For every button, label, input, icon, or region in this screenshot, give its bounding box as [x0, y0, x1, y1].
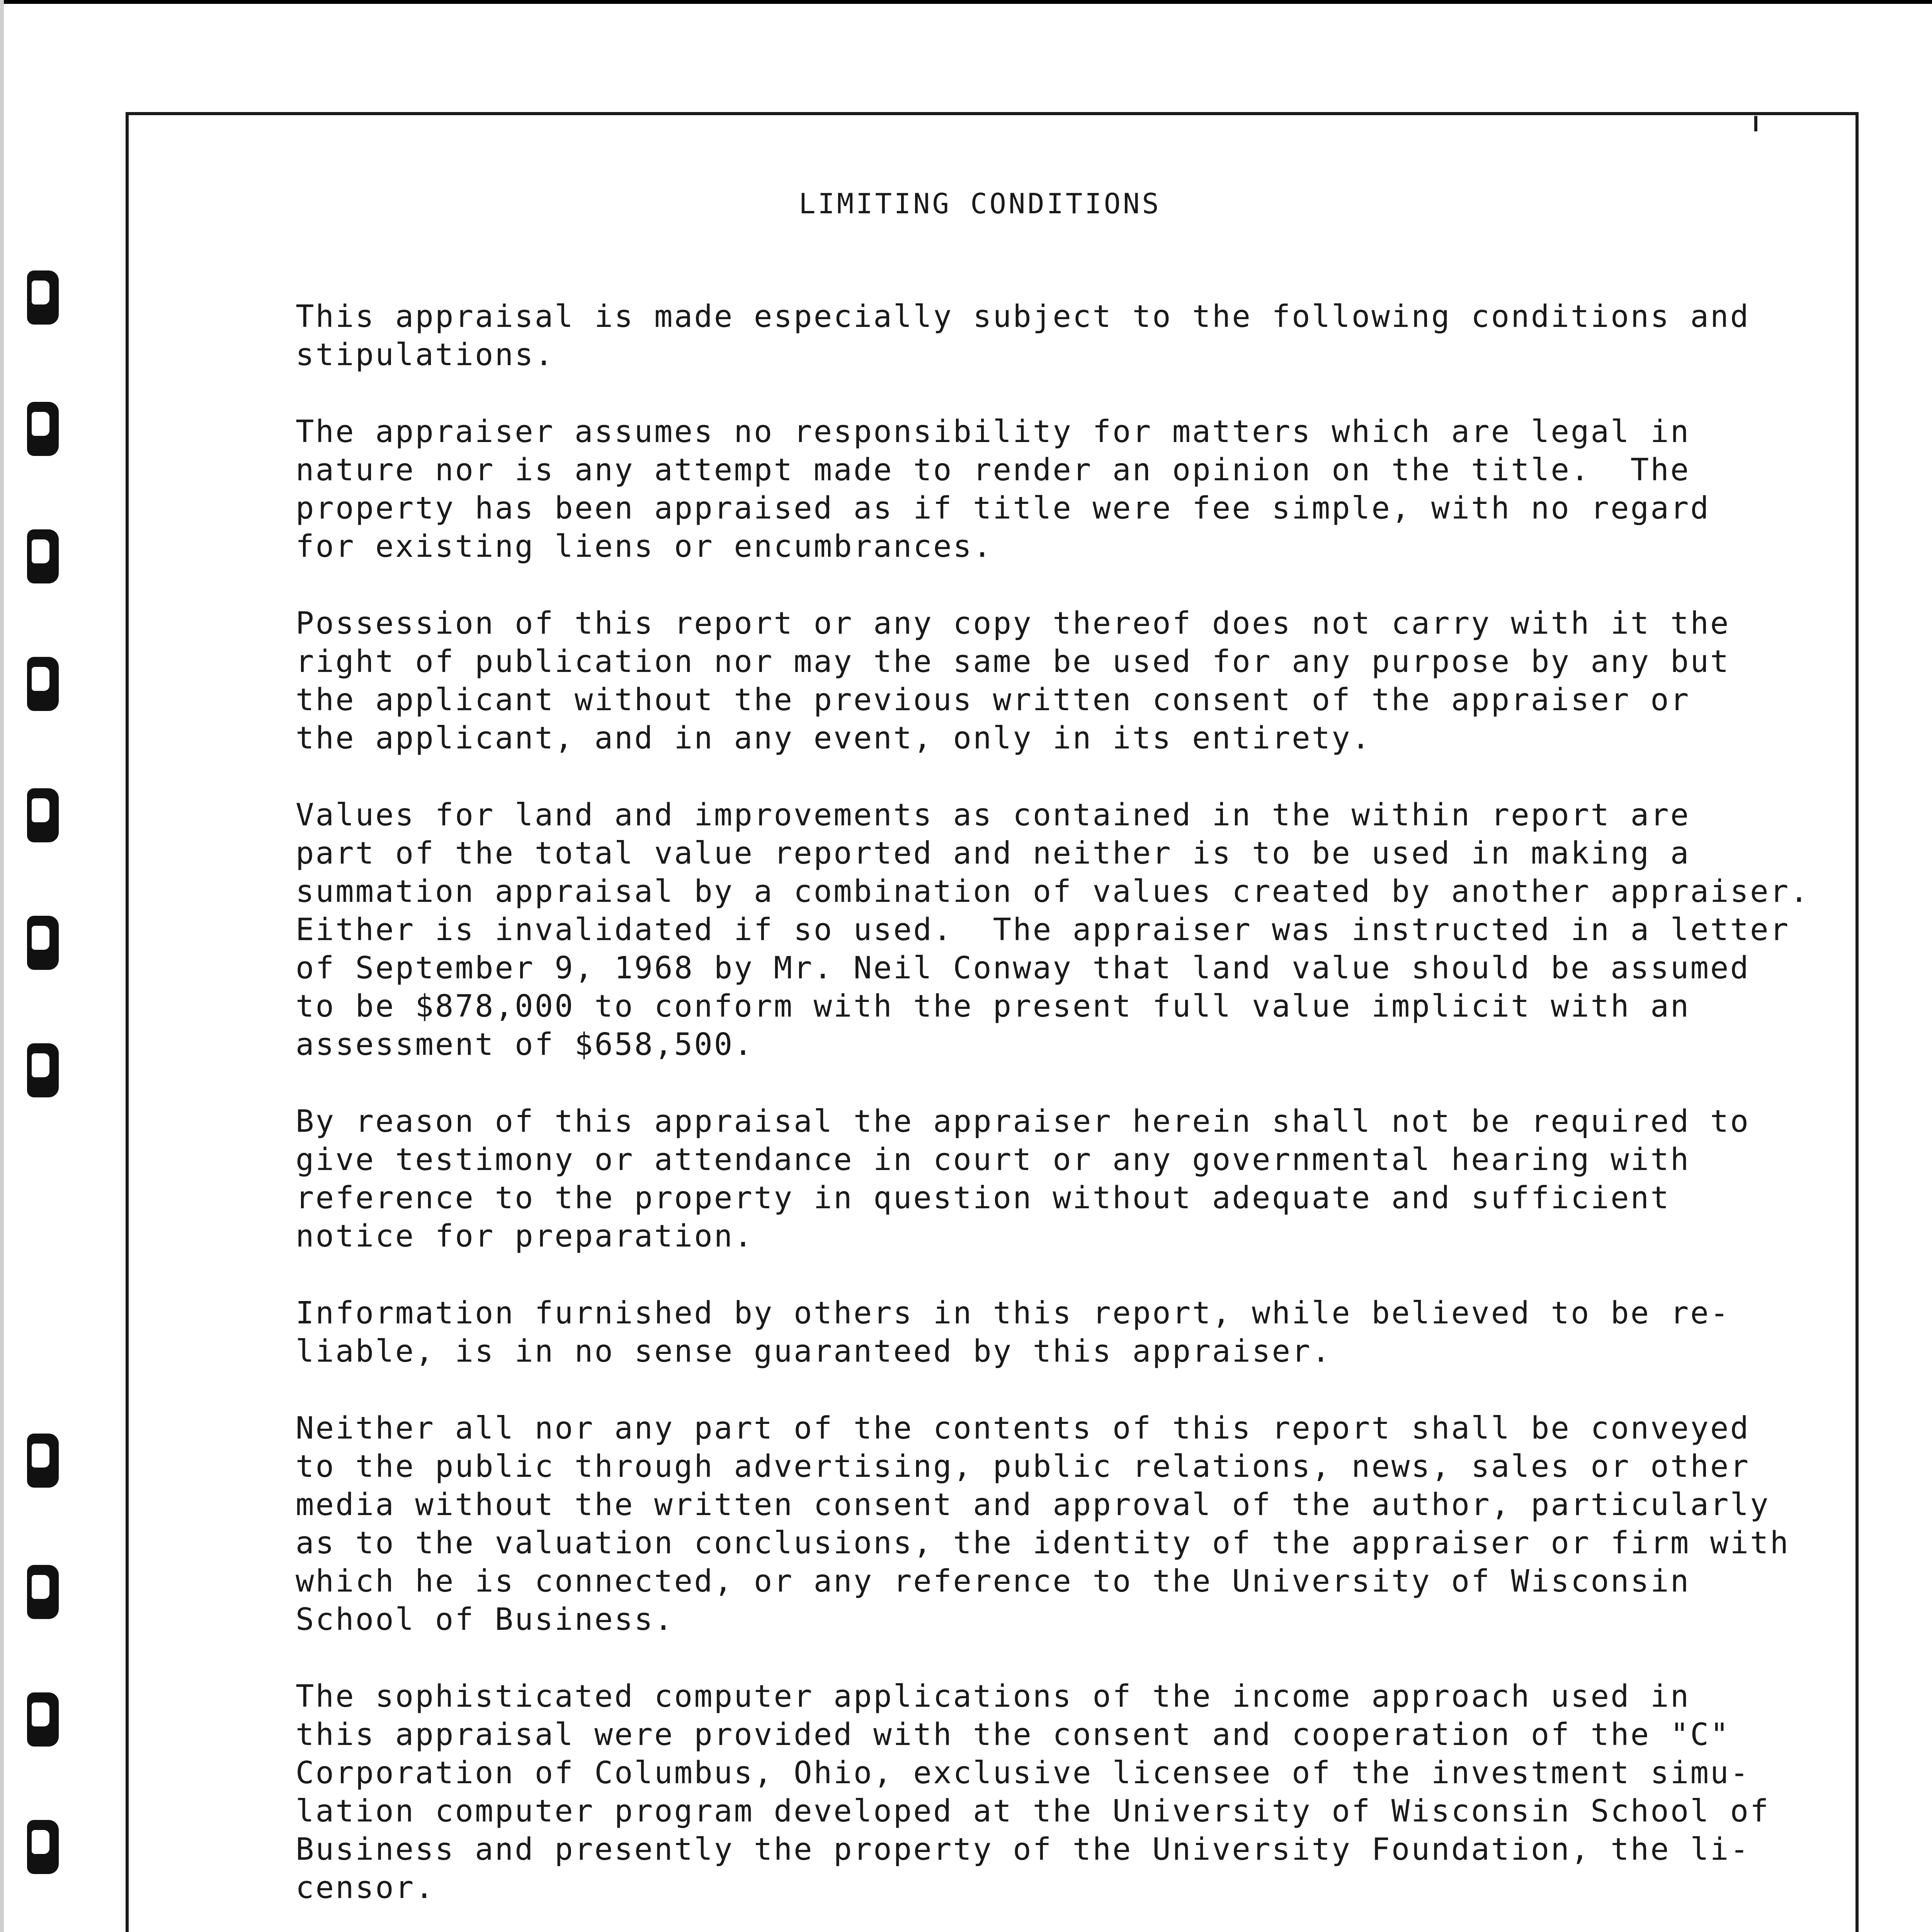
binder-hole	[27, 1692, 59, 1747]
paragraph-computer-applications: The sophisticated computer applications of the income approach used in this appraisal were provided with the consent and cooperation of the "C" Corporation of Columbus, Ohio, exclusive licensee of the investment simu- lation computer program developed at the University of Wisconsin School of Business and presently the property of the University Foundation, the li- censor.	[296, 1679, 1770, 1905]
paragraph-publication-rights: Possession of this report or any copy thereof does not carry with it the right of publication nor may the same be used for any purpose by any but the applicant without the previous written consent of the appraiser or the applicant, and in any event, only in its entirety.	[296, 605, 1730, 756]
binder-hole	[27, 788, 59, 842]
page-left-edge	[0, 0, 4, 1932]
binder-hole	[27, 529, 59, 583]
paragraph-intro: This appraisal is made especially subject to the following conditions and stipulations.	[296, 299, 1750, 372]
binder-hole	[27, 916, 59, 970]
binder-hole	[27, 1820, 59, 1874]
page-top-edge	[0, 0, 1932, 4]
frame-corner-tick	[1754, 116, 1757, 131]
binder-hole	[27, 1434, 59, 1488]
paragraph-land-values: Values for land and improvements as contained in the within report are part of the total value reported and neither is to be used in making a summation appraisal by a combination of values created by another appraiser. Either is invalidated if so used. The appraiser was instructed in a letter of September 9, 1968 by Mr. Neil Conway that land value should be assumed to be $878,000 to conform with the present full value implicit with an assessment of $658,500.	[296, 797, 1810, 1062]
paragraph-testimony: By reason of this appraisal the appraiser herein shall not be required to give testimony or attendance in court or any governmental hearing with reference to the property in question without adequate and sufficient notice for preparation.	[296, 1104, 1750, 1254]
binder-hole	[27, 270, 59, 325]
paragraph-public-disclosure: Neither all nor any part of the contents of this report shall be conveyed to the public through advertising, public relations, news, sales or other media without the written consent and approval of the author, particularly as to the valuation conclusions, the identity of the appraiser or firm with which he is connected, or any reference to the University of Wisconsin School of Business.	[296, 1410, 1790, 1637]
binder-hole	[27, 657, 59, 711]
paragraph-legal-responsibility: The appraiser assumes no responsibility for matters which are legal in nature nor is any attempt made to render an opinion on the title. The property has been appraised as if title were fee simple, with no regard for existing liens or encumbrances.	[296, 414, 1710, 564]
binder-hole	[27, 1565, 59, 1619]
paragraph-information-reliability: Information furnished by others in this report, while believed to be re- liable, is in no sense guaranteed by this appraiser.	[296, 1295, 1730, 1369]
document-body	[296, 298, 1810, 1932]
page-title: LIMITING CONDITIONS	[799, 187, 1161, 220]
binder-hole	[27, 1043, 59, 1097]
binder-hole	[27, 402, 59, 456]
